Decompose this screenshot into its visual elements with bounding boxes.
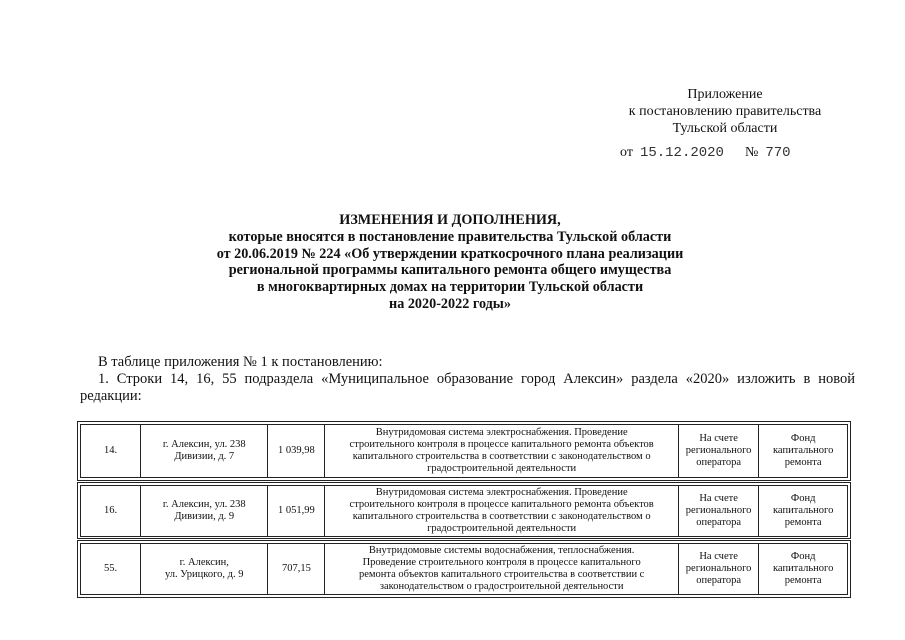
intro-paragraph-2: 1. Строки 14, 16, 55 подраздела «Муниципальное образование город Алексин» раздела «2020» изложить в новой редакции: [80,371,855,404]
row-address: г. Алексин, ул. Урицкого, д. 9 [141,544,268,595]
document-number: 770 [765,145,791,161]
row-work-description: Внутридомовая система электроснабжения. Проведение строительного контроля в процессе капитального ремонта объектов капитального строительства в соответствии с законодательством о градостроительной деятельности [325,425,678,478]
title-line-2: которые вносятся в постановление правительства Тульской области [228,228,672,245]
intro-text [80,354,855,405]
number-label: № [744,145,759,160]
appendix-line-2: к постановлению правительства [628,104,822,119]
from-label: от [620,145,633,160]
row-number: 55. [81,544,141,595]
intro-paragraph-1: В таблице приложения № 1 к постановлению: [98,354,383,370]
row-address: г. Алексин, ул. 238 Дивизии, д. 9 [141,486,268,537]
row-fund-source: Фонд капитального ремонта [759,425,848,478]
row-sum: 1 051,99 [268,486,325,537]
row-work-description: Внутридомовые системы водоснабжения, теплоснабжения. Проведение строительного контроля в процессе капитального ремонта объектов капитального строительства в соответствии с законодательством о градостроительной деятельности [325,544,678,595]
table-row [80,424,848,478]
title-line-4: региональной программы капитального ремонта общего имущества [228,262,672,279]
table-row [80,485,848,537]
document-date: 15.12.2020 [639,145,724,161]
title-line-1: ИЗМЕНЕНИЯ И ДОПОЛНЕНИЯ, [339,212,561,228]
row-funding-account: На счете регионального оператора [678,486,758,537]
table-row [80,543,848,595]
row-number: 16. [81,486,141,537]
document-title [150,212,750,313]
row-sum: 707,15 [268,544,325,595]
appendix-line-1: Приложение [687,87,763,102]
row-number: 14. [81,425,141,478]
row-fund-source: Фонд капитального ремонта [759,544,848,595]
title-line-6: на 2020-2022 годы» [389,295,511,312]
row-sum: 1 039,98 [268,425,325,478]
title-line-3: от 20.06.2019 № 224 «Об утверждении краткосрочного плана реализации [216,245,684,262]
date-number-line [620,145,791,161]
row-funding-account: На счете регионального оператора [678,425,758,478]
row-fund-source: Фонд капитального ремонта [759,486,848,537]
row-work-description: Внутридомовая система электроснабжения. Проведение строительного контроля в процессе капитального ремонта объектов капитального строительства в соответствии с законодательством о градостроительной деятельности [325,486,678,537]
appendix-header [560,86,890,137]
row-address: г. Алексин, ул. 238 Дивизии, д. 7 [141,425,268,478]
title-line-5: в многоквартирных домах на территории Тульской области [256,279,644,296]
appendix-line-3: Тульской области [672,121,778,136]
row-funding-account: На счете регионального оператора [678,544,758,595]
